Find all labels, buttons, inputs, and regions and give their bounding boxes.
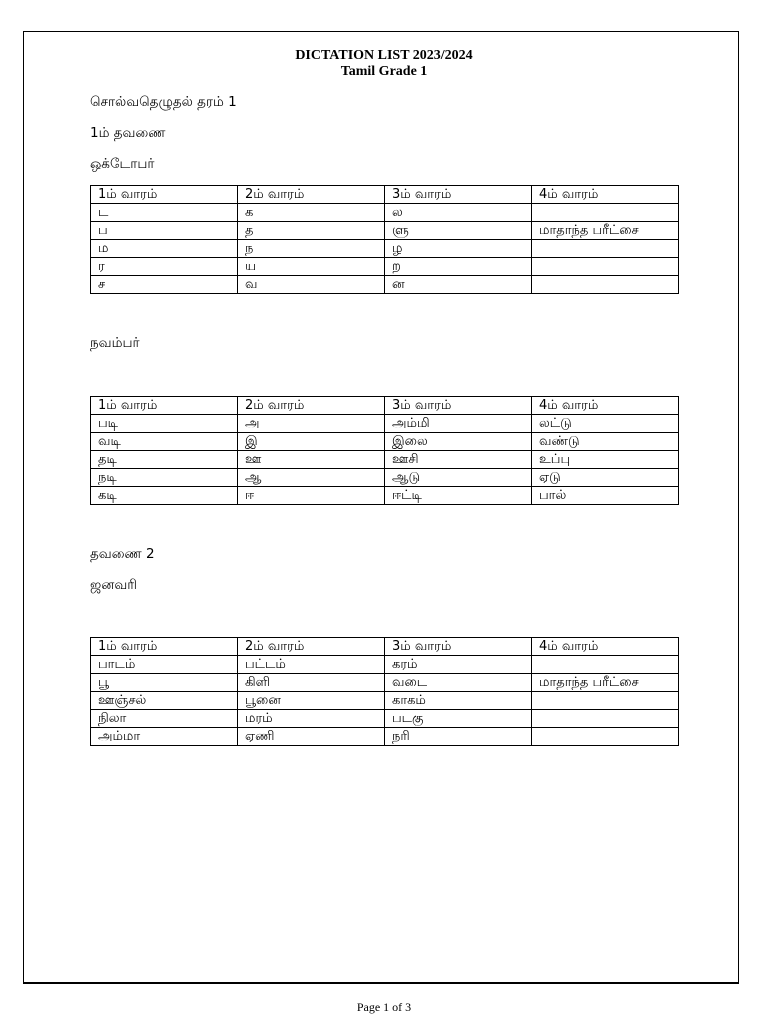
table-cell: நிலா: [91, 710, 238, 728]
table-cell: வ: [238, 276, 385, 294]
column-header: 3ம் வாரம்: [385, 638, 532, 656]
table-cell: நரி: [385, 728, 532, 746]
table-header-row: [91, 397, 679, 415]
table-cell: தடி: [91, 451, 238, 469]
table-cell: ல: [385, 204, 532, 222]
table-cell: பூனை: [238, 692, 385, 710]
column-header: 2ம் வாரம்: [238, 186, 385, 204]
table-cell: வடி: [91, 433, 238, 451]
column-header: 2ம் வாரம்: [238, 397, 385, 415]
table-cell: ளு: [385, 222, 532, 240]
table-cell: [532, 710, 679, 728]
column-header: 3ம் வாரம்: [385, 186, 532, 204]
table-cell: ஊசி: [385, 451, 532, 469]
grade-heading: சொல்வதெழுதல் தரம் 1: [90, 94, 237, 110]
table-cell: மரம்: [238, 710, 385, 728]
table-row: [91, 415, 679, 433]
november-heading: நவம்பர்: [90, 335, 140, 351]
table-cell: ர: [91, 258, 238, 276]
table-cell: [532, 240, 679, 258]
table-cell: ஈ: [238, 487, 385, 505]
october-heading: ஒக்டோபர்: [90, 156, 155, 172]
table-cell: ழ: [385, 240, 532, 258]
table-row: [91, 222, 679, 240]
table-cell: ந: [238, 240, 385, 258]
table-cell: ச: [91, 276, 238, 294]
table-cell: க: [238, 204, 385, 222]
november-table: [90, 396, 679, 505]
table-row: [91, 656, 679, 674]
column-header: 4ம் வாரம்: [532, 397, 679, 415]
column-header: 1ம் வாரம்: [91, 397, 238, 415]
january-heading: ஜனவரி: [90, 577, 137, 593]
table-cell: [532, 692, 679, 710]
table-cell: நடி: [91, 469, 238, 487]
table-cell: இ: [238, 433, 385, 451]
table-cell: வடை: [385, 674, 532, 692]
table-cell: ஏணி: [238, 728, 385, 746]
table-cell: கிளி: [238, 674, 385, 692]
table-row: [91, 674, 679, 692]
table-row: [91, 710, 679, 728]
table-cell: மாதாந்த பரீட்சை: [532, 222, 679, 240]
table-cell: காகம்: [385, 692, 532, 710]
table-cell: உப்பு: [532, 451, 679, 469]
table-row: [91, 240, 679, 258]
table-cell: அம்மி: [385, 415, 532, 433]
table-cell: படி: [91, 415, 238, 433]
table-cell: ஊஞ்சல்: [91, 692, 238, 710]
column-header: 2ம் வாரம்: [238, 638, 385, 656]
table-row: [91, 692, 679, 710]
document-title: DICTATION LIST 2023/2024: [295, 48, 473, 63]
table-cell: ட: [91, 204, 238, 222]
table-cell: ஈட்டி: [385, 487, 532, 505]
document-title-block: [0, 48, 768, 80]
table-cell: ஆடு: [385, 469, 532, 487]
table-cell: கடி: [91, 487, 238, 505]
table-cell: பூ: [91, 674, 238, 692]
table-cell: மாதாந்த பரீட்சை: [532, 674, 679, 692]
table-cell: ப: [91, 222, 238, 240]
table-cell: ஏடு: [532, 469, 679, 487]
table-cell: ஊ: [238, 451, 385, 469]
table-cell: படகு: [385, 710, 532, 728]
table-header-row: [91, 638, 679, 656]
table-cell: இலை: [385, 433, 532, 451]
table-cell: ய: [238, 258, 385, 276]
table-cell: லட்டு: [532, 415, 679, 433]
table-cell: அ: [238, 415, 385, 433]
column-header: 3ம் வாரம்: [385, 397, 532, 415]
table-row: [91, 451, 679, 469]
table-cell: [532, 204, 679, 222]
table-cell: [532, 258, 679, 276]
table-row: [91, 204, 679, 222]
table-header-row: [91, 186, 679, 204]
table-cell: ற: [385, 258, 532, 276]
table-row: [91, 258, 679, 276]
table-cell: ஆ: [238, 469, 385, 487]
table-cell: பட்டம்: [238, 656, 385, 674]
table-cell: பாடம்: [91, 656, 238, 674]
page-footer: Page 1 of 3: [356, 1000, 412, 1014]
table-row: [91, 276, 679, 294]
january-table: [90, 637, 679, 746]
table-row: [91, 469, 679, 487]
october-table: [90, 185, 679, 294]
column-header: 4ம் வாரம்: [532, 186, 679, 204]
term2-heading: தவணை 2: [90, 546, 155, 562]
table-cell: [532, 656, 679, 674]
table-row: [91, 487, 679, 505]
table-cell: [532, 276, 679, 294]
table-cell: ன: [385, 276, 532, 294]
table-cell: த: [238, 222, 385, 240]
table-cell: [532, 728, 679, 746]
table-cell: கரம்: [385, 656, 532, 674]
table-cell: அம்மா: [91, 728, 238, 746]
document-subtitle: Tamil Grade 1: [340, 64, 428, 79]
term1-heading: 1ம் தவணை: [90, 125, 166, 141]
table-cell: ம: [91, 240, 238, 258]
table-row: [91, 728, 679, 746]
column-header: 1ம் வாரம்: [91, 638, 238, 656]
column-header: 1ம் வாரம்: [91, 186, 238, 204]
table-cell: வண்டு: [532, 433, 679, 451]
table-cell: பால்: [532, 487, 679, 505]
table-row: [91, 433, 679, 451]
column-header: 4ம் வாரம்: [532, 638, 679, 656]
